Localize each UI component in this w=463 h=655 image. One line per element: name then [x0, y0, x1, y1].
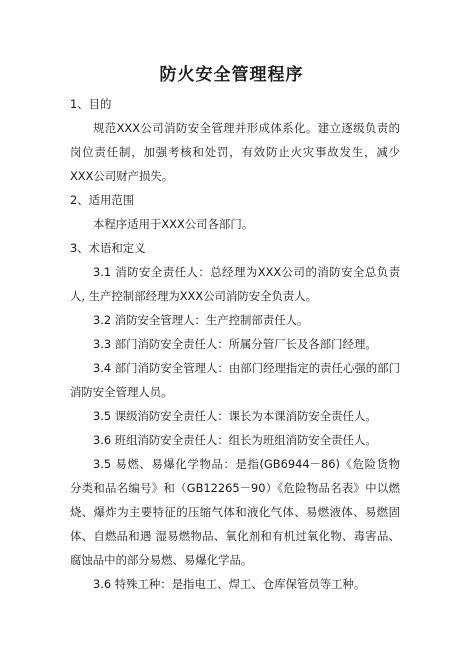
definition-3-3: 3.3 部门消防安全责任人：所属分管厂长及各部门经理。: [93, 337, 377, 351]
section-heading-terms: 3、术语和定义: [70, 241, 146, 255]
definition-3-4: 3.4 部门消防安全管理人：由部门经理指定的责任心强的部门消防安全管理人员。: [70, 361, 400, 399]
purpose-paragraph: 规范XXX公司消防安全管理并形成体系化。建立逐级负责的岗位责任制，加强考核和处罚，有效防止火灾事故发生，减少XXX公司财产损失。: [70, 121, 400, 183]
definition-3-1: 3.1 消防安全责任人：总经理为XXX公司的消防安全总负责人, 生产控制部经理为XXX公司消防安全负责人。: [70, 265, 400, 303]
section-heading-purpose: 1、目的: [70, 97, 112, 111]
document-title: 防火安全管理程序: [159, 65, 304, 85]
definition-3-6-special-jobs: 3.6 特殊工种：是指电工、焊工、仓库保管员等工种。: [93, 577, 366, 591]
section-heading-scope: 2、适用范围: [70, 193, 135, 207]
definition-3-5-section-level: 3.5 课级消防安全责任人：课长为本课消防安全责任人。: [93, 409, 377, 423]
definition-3-5-flammable-chemicals: 3.5 易燃、易爆化学物品：是指(GB6944－86)《危险货物分类和品名编号》和（GB12265－90）《危险物品名表》中以燃烧、爆炸为主要特征的压缩气体和液化气体、易燃液体、易燃固体、自燃品和遇 湿易燃物品、氧化剂和有机过氧化物、毒害品、腐蚀品中的部分易燃、易爆化学品。: [70, 457, 400, 567]
definition-3-6-team-level: 3.6 班组消防安全责任人：组长为班组消防安全责任人。: [93, 433, 377, 447]
definition-3-2: 3.2 消防安全管理人：生产控制部责任人。: [93, 313, 309, 327]
scope-paragraph: 本程序适用于XXX公司各部门。: [93, 217, 254, 231]
